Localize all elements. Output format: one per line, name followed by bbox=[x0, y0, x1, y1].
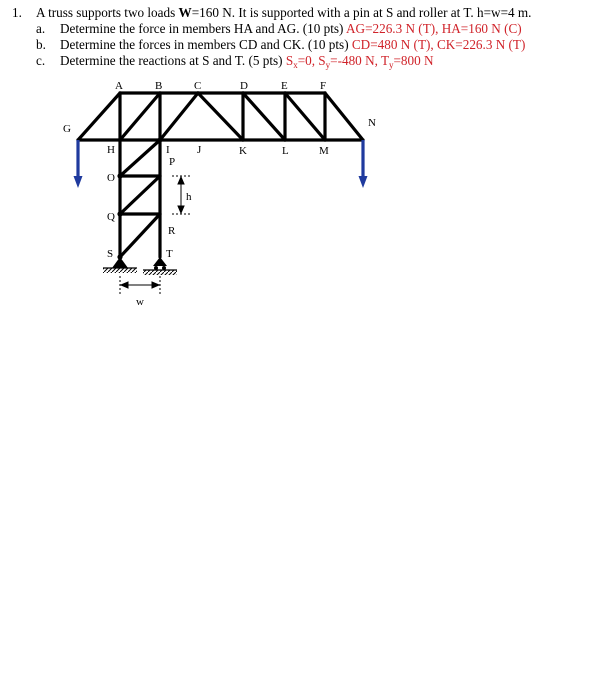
part-c-text: Determine the reactions at S and T. (5 pts) bbox=[60, 53, 286, 68]
member-DL bbox=[243, 93, 285, 140]
member-QP bbox=[120, 176, 160, 214]
part-b-label: b. bbox=[36, 37, 46, 52]
node-label-F: F bbox=[320, 80, 327, 92]
node-label-B: B bbox=[155, 80, 163, 92]
dimension-h-label: h bbox=[186, 191, 192, 203]
statement-bold-w: W bbox=[178, 5, 192, 20]
truss-joints bbox=[117, 138, 162, 260]
node-label-G: G bbox=[63, 123, 71, 135]
node-label-M: M bbox=[319, 145, 329, 157]
part-c-label: c. bbox=[36, 53, 46, 68]
node-label-Q: Q bbox=[107, 211, 115, 223]
node-label-I: I bbox=[166, 144, 170, 156]
dimension-w-label: w bbox=[136, 296, 144, 308]
node-label-K: K bbox=[239, 145, 247, 157]
node-label-S: S bbox=[107, 248, 114, 260]
node-label-H: H bbox=[107, 144, 115, 156]
member-EM bbox=[285, 93, 325, 140]
part-a-answer: AG=226.3 N (T), HA=160 N (C) bbox=[346, 21, 522, 36]
member-GA bbox=[78, 93, 120, 140]
member-HB bbox=[120, 93, 160, 140]
statement-pre: A truss supports two loads bbox=[36, 5, 179, 20]
dimension-w bbox=[120, 276, 160, 296]
part-b-text: Determine the forces in members CD and CK. (10 pts) bbox=[60, 37, 352, 52]
node-label-N: N bbox=[368, 117, 376, 129]
member-SR bbox=[120, 214, 160, 257]
member-OI bbox=[120, 140, 160, 176]
member-IC bbox=[160, 93, 198, 140]
part-b-answer: CD=480 N (T), CK=226.3 N (T) bbox=[351, 37, 526, 52]
node-label-E: E bbox=[281, 80, 288, 92]
node-label-J: J bbox=[197, 144, 202, 156]
node-label-T: T bbox=[166, 248, 173, 260]
problem-number: 1. bbox=[12, 5, 22, 20]
load-arrow-right bbox=[359, 140, 368, 188]
load-arrow-left bbox=[74, 140, 83, 188]
node-label-A: A bbox=[115, 80, 123, 92]
node-label-O: O bbox=[107, 172, 115, 184]
node-label-P: P bbox=[169, 156, 176, 168]
node-label-C: C bbox=[194, 80, 202, 92]
member-FN bbox=[325, 93, 363, 140]
member-CK bbox=[198, 93, 243, 140]
node-label-R: R bbox=[168, 225, 176, 237]
part-a-label: a. bbox=[36, 21, 46, 36]
part-c-answer: $S_x=0$, $S_y=-480$ N, $T_y=800$ N bbox=[285, 53, 434, 70]
statement-post: =160 N. It is supported with a pin at S and roller at T. h=w=4 m. bbox=[191, 5, 532, 20]
node-label-D: D bbox=[240, 80, 248, 92]
node-label-L: L bbox=[282, 145, 289, 157]
part-a-text: Determine the force in members HA and AG. (10 pts) bbox=[60, 21, 347, 36]
node-labels bbox=[63, 80, 376, 260]
